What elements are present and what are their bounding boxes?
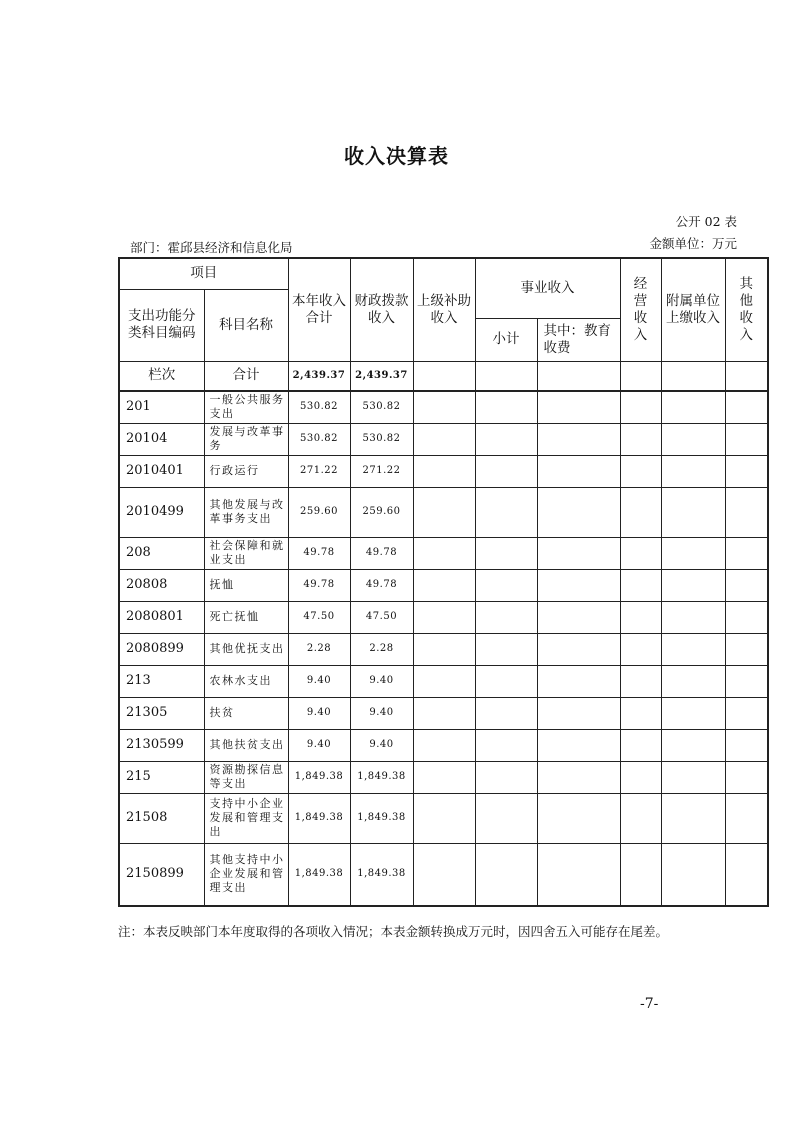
row-name: 资源勘探信息等支出 xyxy=(204,761,288,793)
row-fiscal: 259.60 xyxy=(350,487,413,537)
empty-cell xyxy=(537,487,620,537)
empty-cell xyxy=(661,537,725,569)
empty-cell xyxy=(620,391,661,423)
row-name: 行政运行 xyxy=(204,455,288,487)
table-row xyxy=(119,569,768,601)
row-fiscal: 1,849.38 xyxy=(350,843,413,906)
empty-cell xyxy=(620,729,661,761)
row-name: 一般公共服务支出 xyxy=(204,391,288,423)
empty-cell xyxy=(725,793,768,843)
header-business: 事业收入 xyxy=(475,258,620,318)
empty-cell xyxy=(413,843,475,906)
header-edu-fee: 其中：教育收费 xyxy=(537,318,620,361)
row-fiscal: 2.28 xyxy=(350,633,413,665)
column-name: 合计 xyxy=(204,361,288,391)
empty-cell xyxy=(475,487,537,537)
header-fiscal: 财政拨款收入 xyxy=(350,258,413,361)
row-name: 其他优抚支出 xyxy=(204,633,288,665)
empty-cell xyxy=(413,601,475,633)
column-label: 栏次 xyxy=(119,361,204,391)
row-fiscal: 1,849.38 xyxy=(350,793,413,843)
row-code: 2010499 xyxy=(119,487,204,537)
row-name: 其他扶贫支出 xyxy=(204,729,288,761)
empty-cell xyxy=(620,361,661,391)
empty-cell xyxy=(475,423,537,455)
empty-cell xyxy=(537,729,620,761)
empty-cell xyxy=(413,729,475,761)
row-code: 215 xyxy=(119,761,204,793)
empty-cell xyxy=(725,729,768,761)
empty-cell xyxy=(620,697,661,729)
department-label: 部门：霍邱县经济和信息化局 xyxy=(130,240,293,255)
header-subject-name: 科目名称 xyxy=(204,289,288,361)
empty-cell xyxy=(620,537,661,569)
row-total: 9.40 xyxy=(288,697,350,729)
header-func-code: 支出功能分类科目编码 xyxy=(119,289,204,361)
header-subtotal: 小计 xyxy=(475,318,537,361)
table-row xyxy=(119,697,768,729)
row-total: 1,849.38 xyxy=(288,761,350,793)
empty-cell xyxy=(725,665,768,697)
header-superior: 上级补助收入 xyxy=(413,258,475,361)
row-total: 47.50 xyxy=(288,601,350,633)
empty-cell xyxy=(413,793,475,843)
empty-cell xyxy=(661,569,725,601)
empty-cell xyxy=(620,633,661,665)
table-row xyxy=(119,537,768,569)
empty-cell xyxy=(620,665,661,697)
row-fiscal: 530.82 xyxy=(350,391,413,423)
empty-cell xyxy=(620,423,661,455)
row-name: 社会保障和就业支出 xyxy=(204,537,288,569)
table-row xyxy=(119,633,768,665)
row-total: 530.82 xyxy=(288,423,350,455)
empty-cell xyxy=(475,455,537,487)
page-number: -7- xyxy=(640,996,659,1012)
row-fiscal: 47.50 xyxy=(350,601,413,633)
empty-cell xyxy=(661,601,725,633)
empty-cell xyxy=(537,793,620,843)
row-total: 1,849.38 xyxy=(288,793,350,843)
empty-cell xyxy=(475,843,537,906)
empty-cell xyxy=(413,423,475,455)
empty-cell xyxy=(537,761,620,793)
row-fiscal: 530.82 xyxy=(350,423,413,455)
empty-cell xyxy=(661,729,725,761)
row-fiscal: 9.40 xyxy=(350,697,413,729)
row-code: 21508 xyxy=(119,793,204,843)
empty-cell xyxy=(620,455,661,487)
row-name: 其他支持中小企业发展和管理支出 xyxy=(204,843,288,906)
row-code: 201 xyxy=(119,391,204,423)
empty-cell xyxy=(725,569,768,601)
row-total: 49.78 xyxy=(288,569,350,601)
empty-cell xyxy=(475,537,537,569)
row-fiscal: 49.78 xyxy=(350,537,413,569)
row-code: 2080801 xyxy=(119,601,204,633)
empty-cell xyxy=(475,633,537,665)
empty-cell xyxy=(413,665,475,697)
row-total: 49.78 xyxy=(288,537,350,569)
empty-cell xyxy=(661,697,725,729)
empty-cell xyxy=(413,487,475,537)
empty-cell xyxy=(537,843,620,906)
empty-cell xyxy=(620,569,661,601)
footnote: 注：本表反映部门本年度取得的各项收入情况；本表金额转换成万元时，因四舍五入可能存在尾差。 xyxy=(118,924,669,939)
row-total: 259.60 xyxy=(288,487,350,537)
row-total: 9.40 xyxy=(288,729,350,761)
table-row xyxy=(119,793,768,843)
empty-cell xyxy=(413,761,475,793)
row-code: 2080899 xyxy=(119,633,204,665)
row-total: 9.40 xyxy=(288,665,350,697)
empty-cell xyxy=(661,423,725,455)
empty-cell xyxy=(725,455,768,487)
empty-cell xyxy=(413,569,475,601)
empty-cell xyxy=(620,793,661,843)
row-code: 20104 xyxy=(119,423,204,455)
row-code: 2150899 xyxy=(119,843,204,906)
row-name: 支持中小企业发展和管理支出 xyxy=(204,793,288,843)
empty-cell xyxy=(661,455,725,487)
empty-cell xyxy=(475,391,537,423)
amount-unit-label: 金额单位：万元 xyxy=(649,236,737,251)
empty-cell xyxy=(661,391,725,423)
header-affiliated: 附属单位上缴收入 xyxy=(661,258,725,361)
empty-cell xyxy=(475,665,537,697)
row-total: 1,849.38 xyxy=(288,843,350,906)
row-name: 发展与改革事务 xyxy=(204,423,288,455)
table-row xyxy=(119,391,768,423)
table-row xyxy=(119,423,768,455)
empty-cell xyxy=(620,487,661,537)
row-code: 21305 xyxy=(119,697,204,729)
header-project: 项目 xyxy=(119,258,288,289)
empty-cell xyxy=(725,761,768,793)
empty-cell xyxy=(537,455,620,487)
header-total: 本年收入合计 xyxy=(288,258,350,361)
table-row xyxy=(119,455,768,487)
table-row xyxy=(119,487,768,537)
empty-cell xyxy=(725,361,768,391)
column-row xyxy=(119,361,768,391)
empty-cell xyxy=(475,601,537,633)
table-row xyxy=(119,601,768,633)
empty-cell xyxy=(725,487,768,537)
empty-cell xyxy=(537,361,620,391)
row-name: 其他发展与改革事务支出 xyxy=(204,487,288,537)
row-fiscal: 9.40 xyxy=(350,729,413,761)
row-fiscal: 9.40 xyxy=(350,665,413,697)
row-total: 2.28 xyxy=(288,633,350,665)
row-fiscal: 271.22 xyxy=(350,455,413,487)
empty-cell xyxy=(661,761,725,793)
empty-cell xyxy=(475,361,537,391)
row-total: 530.82 xyxy=(288,391,350,423)
page-title: 收入决算表 xyxy=(344,144,449,168)
empty-cell xyxy=(413,455,475,487)
empty-cell xyxy=(413,391,475,423)
row-code: 20808 xyxy=(119,569,204,601)
empty-cell xyxy=(725,537,768,569)
row-name: 死亡抚恤 xyxy=(204,601,288,633)
empty-cell xyxy=(413,633,475,665)
income-table xyxy=(118,257,769,907)
empty-cell xyxy=(661,633,725,665)
row-name: 扶贫 xyxy=(204,697,288,729)
empty-cell xyxy=(537,601,620,633)
empty-cell xyxy=(537,633,620,665)
row-code: 2130599 xyxy=(119,729,204,761)
empty-cell xyxy=(620,761,661,793)
empty-cell xyxy=(725,601,768,633)
grand-fiscal: 2,439.37 xyxy=(350,361,413,391)
empty-cell xyxy=(413,361,475,391)
table-row xyxy=(119,843,768,906)
empty-cell xyxy=(413,537,475,569)
empty-cell xyxy=(725,423,768,455)
table-row xyxy=(119,729,768,761)
empty-cell xyxy=(661,793,725,843)
table-number: 公开 02 表 xyxy=(675,214,737,229)
empty-cell xyxy=(475,697,537,729)
empty-cell xyxy=(537,423,620,455)
empty-cell xyxy=(620,601,661,633)
empty-cell xyxy=(725,697,768,729)
empty-cell xyxy=(475,761,537,793)
empty-cell xyxy=(475,729,537,761)
empty-cell xyxy=(413,697,475,729)
row-code: 213 xyxy=(119,665,204,697)
empty-cell xyxy=(620,843,661,906)
row-name: 农林水支出 xyxy=(204,665,288,697)
header-operating: 经营收入 xyxy=(620,258,661,361)
row-code: 208 xyxy=(119,537,204,569)
empty-cell xyxy=(661,843,725,906)
empty-cell xyxy=(725,633,768,665)
empty-cell xyxy=(475,793,537,843)
empty-cell xyxy=(725,391,768,423)
empty-cell xyxy=(661,361,725,391)
grand-total: 2,439.37 xyxy=(288,361,350,391)
empty-cell xyxy=(475,569,537,601)
row-fiscal: 1,849.38 xyxy=(350,761,413,793)
row-fiscal: 49.78 xyxy=(350,569,413,601)
table-row xyxy=(119,665,768,697)
header-other: 其他收入 xyxy=(725,258,768,361)
empty-cell xyxy=(661,665,725,697)
empty-cell xyxy=(725,843,768,906)
empty-cell xyxy=(537,569,620,601)
empty-cell xyxy=(537,537,620,569)
empty-cell xyxy=(537,665,620,697)
row-total: 271.22 xyxy=(288,455,350,487)
table-row xyxy=(119,761,768,793)
row-name: 抚恤 xyxy=(204,569,288,601)
row-code: 2010401 xyxy=(119,455,204,487)
empty-cell xyxy=(537,697,620,729)
empty-cell xyxy=(661,487,725,537)
empty-cell xyxy=(537,391,620,423)
